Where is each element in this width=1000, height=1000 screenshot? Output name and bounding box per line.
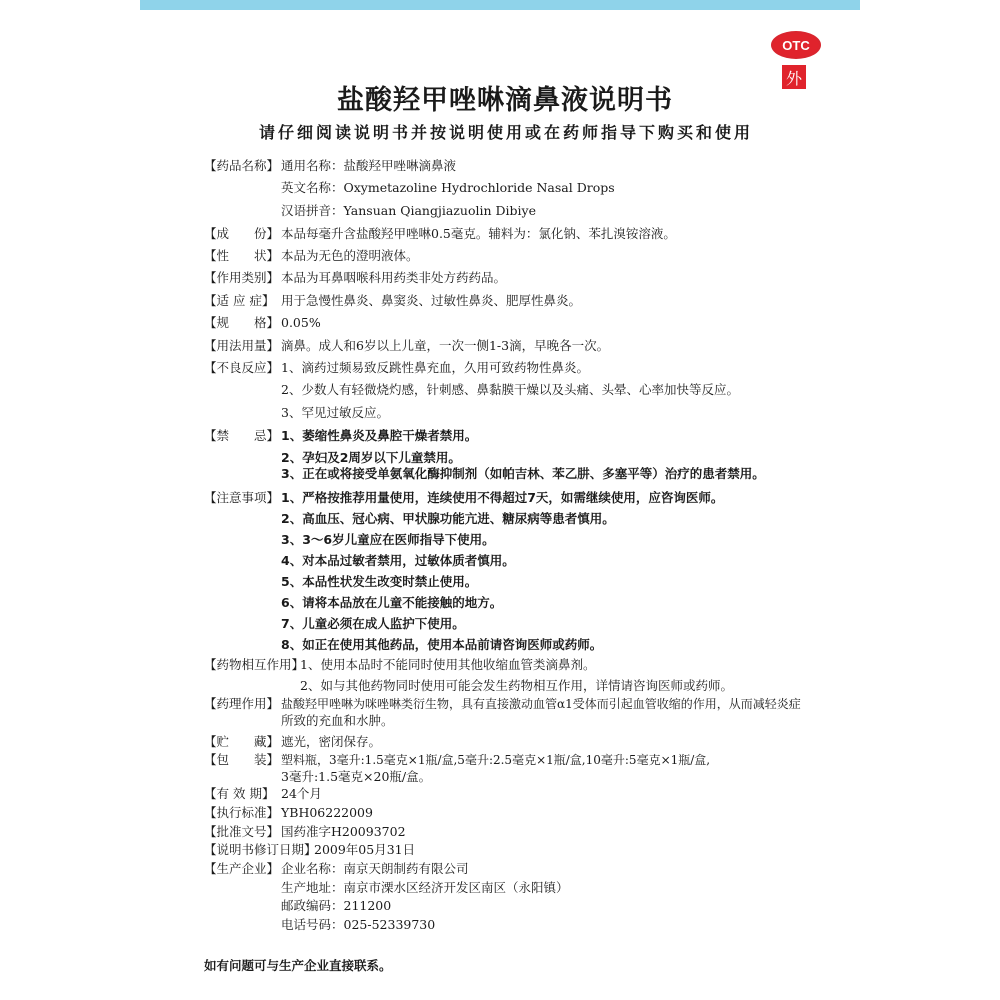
section-label-standard: 【执行标准】 [204,805,280,820]
precaution-item-7: 7、儿童必须在成人监护下使用。 [281,616,465,631]
interaction-item-1: 1、使用本品时不能同时使用其他收缩血管类滴鼻剂。 [300,657,596,672]
external-use-badge: 外 [782,65,806,89]
packaging-line-1: 塑料瓶，3毫升:1.5毫克×1瓶/盒,5毫升:2.5毫克×1瓶/盒,10毫升:5毫克×1瓶/盒, [281,753,711,767]
approval-text: 国药准字H20093702 [281,824,406,839]
manufacturer-phone: 电话号码：025-52339730 [281,917,436,932]
drug-english-name: 英文名称：Oxymetazoline Hydrochloride Nasal Drops [281,180,615,195]
contraindication-item-2: 2、孕妇及2周岁以下儿童禁用。 [281,450,461,465]
packaging-line-2: 3毫升:1.5毫克×20瓶/盒。 [281,769,432,784]
storage-text: 遮光，密闭保存。 [281,734,382,749]
section-label-contraindications: 【禁 忌】 [204,428,280,443]
dosage-text: 滴鼻。成人和6岁以上儿童，一次一侧1-3滴，早晚各一次。 [281,338,610,353]
manufacturer-name: 企业名称：南京天朗制药有限公司 [281,861,469,876]
adverse-item-3: 3、罕见过敏反应。 [281,405,389,420]
validity-text: 24个月 [281,786,322,801]
section-label-ingredients: 【成 份】 [204,226,280,241]
drug-pinyin-name: 汉语拼音：Yansuan Qiangjiazuolin Dibiye [281,203,536,218]
section-label-revision: 【说明书修订日期】 [204,842,317,857]
contraindication-item-3: 3、正在或将接受单氨氧化酶抑制剂（如帕吉林、苯乙肼、多塞平等）治疗的患者禁用。 [281,466,765,481]
adverse-item-1: 1、滴药过频易致反跳性鼻充血，久用可致药物性鼻炎。 [281,360,589,375]
section-label-properties: 【性 状】 [204,248,280,263]
adverse-item-2: 2、少数人有轻微烧灼感，针刺感、鼻黏膜干燥以及头痛、头晕、心率加快等反应。 [281,382,739,397]
section-label-spec: 【规 格】 [204,315,280,330]
standard-text: YBH06222009 [281,805,373,820]
manufacturer-address: 生产地址：南京市溧水区经济开发区南区（永阳镇） [281,880,569,895]
section-label-adverse: 【不良反应】 [204,360,280,375]
interaction-item-2: 2、如与其他药物同时使用可能会发生药物相互作用，详情请咨询医师或药师。 [300,678,733,693]
manufacturer-postcode: 邮政编码：211200 [281,898,392,913]
footer-note: 如有问题可与生产企业直接联系。 [204,958,392,973]
section-label-packaging: 【包 装】 [204,752,280,767]
precaution-item-4: 4、对本品过敏者禁用，过敏体质者慎用。 [281,553,515,568]
otc-badge: OTC [771,31,821,59]
ingredients-text: 本品每毫升含盐酸羟甲唑啉0.5毫克。辅料为：氯化钠、苯扎溴铵溶液。 [281,226,676,241]
section-label-storage: 【贮 藏】 [204,734,280,749]
precaution-item-5: 5、本品性状发生改变时禁止使用。 [281,574,478,589]
section-label-pharmacology: 【药理作用】 [204,696,280,711]
indications-text: 用于急慢性鼻炎、鼻窦炎、过敏性鼻炎、肥厚性鼻炎。 [281,293,582,308]
contraindication-item-1: 1、萎缩性鼻炎及鼻腔干燥者禁用。 [281,428,478,443]
section-label-manufacturer: 【生产企业】 [204,861,280,876]
top-color-band [140,0,860,10]
section-label-interactions: 【药物相互作用】 [204,657,305,672]
document-subtitle: 请仔细阅读说明书并按说明使用或在药师指导下购买和使用 [258,123,753,142]
section-label-precautions: 【注意事项】 [204,490,280,505]
drug-common-name: 通用名称：盐酸羟甲唑啉滴鼻液 [281,158,457,173]
revision-text: 2009年05月31日 [314,842,416,857]
section-label-approval: 【批准文号】 [204,824,280,839]
precaution-item-2: 2、高血压、冠心病、甲状腺功能亢进、糖尿病等患者慎用。 [281,511,615,526]
spec-text: 0.05% [281,315,321,330]
section-label-category: 【作用类别】 [204,270,280,285]
document-title: 盐酸羟甲唑啉滴鼻液说明书 [337,85,673,116]
precaution-item-6: 6、请将本品放在儿童不能接触的地方。 [281,595,503,610]
pharmacology-line-2: 所致的充血和水肿。 [281,713,394,728]
section-label-validity: 【有 效 期】 [204,786,275,801]
section-label-drug-name: 【药品名称】 [204,158,280,173]
properties-text: 本品为无色的澄明液体。 [281,248,419,263]
section-label-indications: 【适 应 症】 [204,293,275,308]
precaution-item-1: 1、严格按推荐用量使用，连续使用不得超过7天，如需继续使用，应咨询医师。 [281,490,724,505]
category-text: 本品为耳鼻咽喉科用药类非处方药药品。 [281,270,507,285]
precaution-item-8: 8、如正在使用其他药品，使用本品前请咨询医师或药师。 [281,637,603,652]
precaution-item-3: 3、3～6岁儿童应在医师指导下使用。 [281,532,495,547]
section-label-dosage: 【用法用量】 [204,338,280,353]
pharmacology-line-1: 盐酸羟甲唑啉为咪唑啉类衍生物，具有直接激动血管α1受体而引起血管收缩的作用，从而减轻炎症 [281,697,801,711]
